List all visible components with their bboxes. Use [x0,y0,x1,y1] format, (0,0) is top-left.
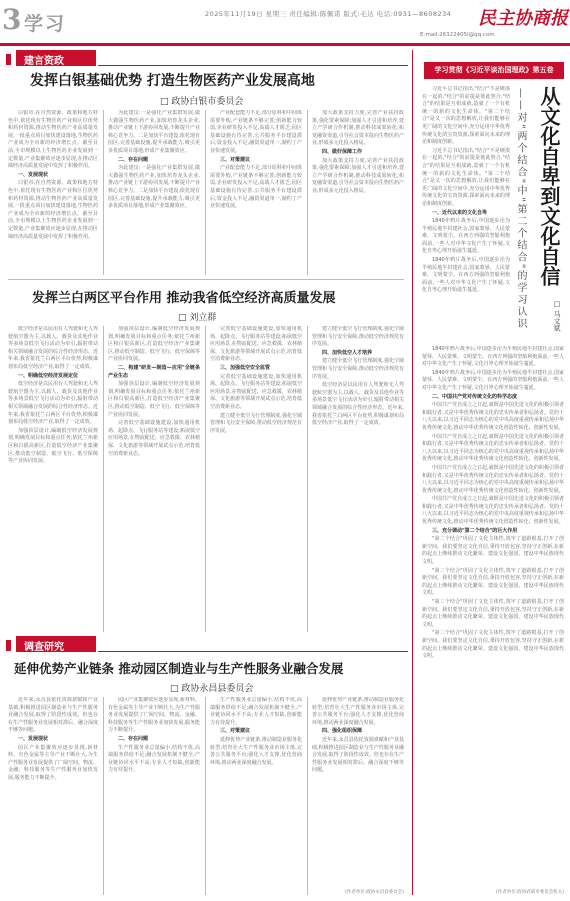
article3-col3-text-cont: 延伸优势产业链条,推动制造业服务化转型;培育壮大生产性服务业市场主体,完善公共服务平台;强化人才支撑,优化营商环境,推动两业深度融合发展。 [210,736,302,766]
sidebar-text-b3: 1840年鸦片战争后,中国逐步沦为半殖民地半封建社会,国家蒙辱、人民蒙难、文明蒙尘。在西方列强的坚船利炮面前,一些人对中华文化产生了怀疑,文化自卑心理开始滋生蔓延。 [422,346,564,368]
column-rule [205,697,206,895]
article2-col4-text: 建立健全低空飞行管理制度,强化空域管理和飞行安全保障,推动低空经济规范有序发展。 [312,326,404,348]
article1-col2-text: 为此建议:一是强化产业集群发展,做大做强生物医药产业,加快培育龙头企业,推动产业链上下游协同发展,不断提升产业核心竞争力。二是加快平台建设,依托现有园区,完善基础设施,提升承载能力,吸引更多优质项目落地,形成产业集聚效应。 [108,110,200,154]
article2-column-3 [210,326,302,632]
column-rule [307,326,308,632]
sidebar-text-d2: "第二个结合"巩固了文化主体性,筑牢了道路根基,打开了创新空间。我们要坚定文化自信,秉持开放包容,坚持守正创新,在新的起点上继续推动文化繁荣、建设文化强国、建设中华民族现代文明。 [422,567,564,597]
sidebar-text-c4: 中国共产党自成立之日起,就既是中国先进文化的积极引领者和践行者,又是中华优秀传统文化的忠实传承者和弘扬者。党的十八大以来,以习近平同志为核心的党中央高度重视传承和弘扬中华优秀传统文化,推动中华优秀传统文化创造性转化、创新性发展。 [422,496,564,526]
sidebar-text-b2: 1840年鸦片战争后,中国逐步沦为半殖民地半封建社会,国家蒙辱、人民蒙难、文明蒙尘。在西方列强的坚船利炮面前,一些人对中华文化产生了怀疑,文化自卑心理开始滋生蔓延。 [422,257,510,294]
sidebar-subhead-1: 一、近代以来的文化自卑 [432,209,488,216]
section-name: 学习 [24,13,67,35]
article3-col3-text: 生产性服务业总量偏小,结构不优,高端服务供给不足;融合发展机制不健全,产业链协同水平不高;专业人才短缺,创新能力有待提升。 [210,697,302,726]
article3-col1-text-cont: 园区产业集聚效应逐步显现,新材料、有色金属等主导产业不断壮大,为生产性服务业发展提供了广阔空间。物流、金融、科技服务等生产性服务业加快发展,服务能力不断提升。 [8,744,98,781]
article1-byline: □ 政协白银市委员会 [160,97,244,107]
article3-col4-text-cont: 近年来,永昌县依托资源禀赋和产业基础,积极推进园区制造业与生产性服务业融合发展,取得了阶段性成效。但也存在生产性服务业发展相对滞后、融合深度不够等问题。 [312,736,404,774]
sidebar-column-1 [422,86,510,341]
paper-email: E-mail:26322405l@qq.com [420,32,495,38]
article2-title: 发挥兰白两区平台作用 推动我省低空经济高质量发展 [32,291,336,306]
section-rule [98,65,408,66]
column-rule [307,110,308,275]
page-meta: 2025年11月19日 星期三 责任编辑:陈佩诺 版式:毛达 电话:0931—8608234 [205,10,452,18]
sidebar-text-c: 中国共产党自成立之日起,就既是中国先进文化的积极引领者和践行者,又是中华优秀传统文化的忠实传承者和弘扬者。党的十八大以来,以习近平同志为核心的党中央高度重视传承和弘扬中华优秀传统文化,推动中华优秀传统文化创造性转化、创新性发展。 [422,402,564,431]
article2-col4-text-cont: 建立健全低空飞行管理制度,强化空域管理和飞行安全保障,推动低空经济规范有序发展。 [312,358,404,380]
article3-column-2 [108,697,200,895]
article1-col1-text-cont: 白银市,在自然资源、政策和地方特色中,依托现有生物医药产业和区位优势和药材资源,推动生物医药产业高质量发展,一批重点项目加快建设落地,生物医药产业成为全市新的经济增长点。截至目前,全市规模以上生物医药企业发展到一定数量,产业集聚效应逐步显现,在推动区域经济高质量发展中发挥了积极作用。 [8,180,98,240]
paper-name-logo: 民主协商报 [478,8,568,29]
sidebar-text-b4: 1840年鸦片战争后,中国逐步沦为半殖民地半封建社会,国家蒙辱、人民蒙难、文明蒙尘。在西方列强的坚船利炮面前,一些人对中华文化产生了怀疑,文化自卑心理开始滋生蔓延。 [422,369,564,391]
article2-col1-text-cont2: 加强顶层设计,编制低空经济发展规划,明确发展目标和重点任务;依托兰州新区和白银高新区,打造低空经济产业集聚区,推动低空制造、低空飞行、低空保障等产业协同发展。 [8,427,98,465]
article2-column-4 [312,326,404,632]
sidebar-text-c3: 中国共产党自成立之日起,就既是中国先进文化的积极引领者和践行者,又是中华优秀传统文化的忠实传承者和弘扬者。党的十八大以来,以习近平同志为核心的党中央高度重视传承和弘扬中华优秀传统文化,推动中华优秀传统文化创造性转化、创新性发展。 [422,464,564,494]
article1-column-1 [8,110,98,275]
article2-col2-text-cont: 加强顶层设计,编制低空经济发展规划,明确发展目标和重点任务;依托兰州新区和白银高新区,打造低空经济产业集聚区,推动低空制造、低空飞行、低空保障等产业协同发展。 [108,381,200,418]
article1-col2-text-cont: 为此建议:一是强化产业集群发展,做大做强生物医药产业,加快培育龙头企业,推动产业链上下游协同发展,不断提升产业核心竞争力。二是加快平台建设,依托现有园区,完善基础设施,提升承载能力,吸引更多优质项目落地,形成产业集聚效应。 [108,165,200,210]
article3-col2-text-cont: 生产性服务业总量偏小,结构不优,高端服务供给不足;融合发展机制不健全,产业链协同水平不高;专业人才短缺,创新能力有待提升。 [108,744,200,774]
masthead [0,0,570,44]
section-label: 调查研究 [16,636,96,652]
sidebar-text-d3: "第二个结合"巩固了文化主体性,筑牢了道路根基,打开了创新空间。我们要坚定文化自信,秉持开放包容,坚持守正创新,在新的起点上继续推动文化繁荣、建设文化强国、建设中华民族现代文明。 [422,599,564,628]
article-divider [8,279,404,280]
article3-col2-subhead: 二、存在问题 [118,735,149,742]
section-rule [98,651,408,652]
article1-col4-text-cont: 加大政策支持力度,完善产业扶持政策,强化要素保障;加强人才引进和培养,建立产学研合作机制,推动科技成果转化;拓宽融资渠道,引导社会资本投向生物医药产业,形成多元化投入格局。 [312,157,404,194]
article3-col3-subhead: 三、对策建议 [220,728,251,735]
article2-col3-text: 完善低空基础设施建设,加快通用机场、起降点、飞行服务站等建设;拓展低空应用场景,在物流配送、应急救援、农林植保、文化旅游等领域开展试点示范,培育低空消费新业态。 [210,326,302,363]
article1-col4-text: 加大政策支持力度,完善产业扶持政策,强化要素保障;加强人才引进和培养,建立产学研合作机制,推动科技成果转化;拓宽融资渠道,引导社会资本投向生物医药产业,形成多元化投入格局。 [312,110,404,147]
sidebar-author: □ 马文斌 [553,300,561,332]
sidebar-subtitle: ——对"两个结合"中"第二个结合"的学习认识 [515,88,526,331]
article1-column-3 [210,110,302,275]
article1-column-2 [108,110,200,275]
section-marker-icon [6,640,11,651]
section-marker-icon [6,54,11,65]
article1-col2-subhead: 二、存在问题 [118,156,149,163]
article3-column-4 [312,697,404,887]
sidebar-text-c2: 中国共产党自成立之日起,就既是中国先进文化的积极引领者和践行者,又是中华优秀传统文化的忠实传承者和弘扬者。党的十八大以来,以习近平同志为核心的党中央高度重视传承和弘扬中华优秀传统文化,推动中华优秀传统文化创造性转化、创新性发展。 [422,433,564,463]
article1-col1-text: 白银市,在自然资源、政策和地方特色中,依托现有生物医药产业和区位优势和药材资源,推动生物医药产业高质量发展,一批重点项目加快建设落地,生物医药产业成为全市新的经济增长点。截至目前,全市规模以上生物医药企业发展到一定数量,产业集聚效应逐步显现,在推动区域经济高质量发展中发挥了积极作用。 [8,110,98,170]
sidebar-text-b: 1840年鸦片战争后,中国逐步沦为半殖民地半封建社会,国家蒙辱、人民蒙难、文明蒙尘。在西方列强的坚船利炮面前,一些人对中华文化产生了怀疑,文化自卑心理开始滋生蔓延。 [422,218,510,255]
section-label: 建言资政 [16,50,96,66]
article2-col3-text-cont2: 建立健全低空飞行管理制度,强化空域管理和飞行安全保障,推动低空经济规范有序发展。 [210,412,302,434]
article3-byline: □ 政协永昌县委员会 [170,684,254,694]
article2-col4-subhead: 四、加快低空人才培养 [322,349,373,356]
column-rule [103,110,104,275]
article3-col1-subhead: 一、发展现状 [18,735,49,742]
article3-column-1 [8,697,98,895]
article2-col3-text-cont: 完善低空基础设施建设,加快通用机场、起降点、飞行服务站等建设;拓展低空应用场景,在物流配送、应急救援、农林植保、文化旅游等领域开展试点示范,培育低空消费新业态。 [210,373,302,410]
column-rule [307,697,308,895]
article2-column-2 [108,326,200,632]
article1-col1-subhead: 一、发展现状 [18,171,49,178]
masthead-rule [0,43,570,46]
article2-col2-text: 加强顶层设计,编制低空经济发展规划,明确发展目标和重点任务;依托兰州新区和白银高新区,打造低空经济产业集聚区,推动低空制造、低空飞行、低空保障等产业协同发展。 [108,326,200,363]
sidebar-subhead-3: 三、充分调动"第二个结合"的巨大作用 [432,527,518,534]
article3-col4-subhead: 四、强化组织保障 [322,728,363,735]
column-rule [205,326,206,632]
article3-footnote: (作者单位:政协永昌县委员会) [344,890,404,895]
article1-title: 发挥白银基础优势 打造生物医药产业发展高地 [30,73,315,89]
column-rule [205,110,206,275]
column-rule [103,697,104,895]
article3-column-3 [210,697,302,895]
sidebar-text-d4: "第二个结合"巩固了文化主体性,筑牢了道路根基,打开了创新空间。我们要坚定文化自信,秉持开放包容,坚持守正创新,在新的起点上继续推动文化繁荣、建设文化强国、建设中华民族现代文明。 [422,630,564,660]
sidebar-divider [412,50,413,895]
article3-title: 延伸优势产业链条 推动园区制造业与生产性服务业融合发展 [14,661,344,676]
article3-col4-text: 延伸优势产业链条,推动制造业服务化转型;培育壮大生产性服务业市场主体,完善公共服务平台;强化人才支撑,优化营商环境,推动两业深度融合发展。 [312,697,404,726]
article1-col3-text-cont: 产业配套能力不足,部分原料和中间体需要外购,产业链条不够完善;创新能力较弱,企业研发投入不足,高端人才匮乏;园区基础设施有待完善,公共服务平台建设滞后;资金投入不足,融资渠道单一,制约了产业快速发展。 [210,165,302,210]
article2-col3-subhead: 三、加强低空安全监管 [220,364,271,371]
page-number: 3 [2,3,22,36]
article1-col3-text: 产业配套能力不足,部分原料和中间体需要外购,产业链条不够完善;创新能力较弱,企业研发投入不足,高端人才匮乏;园区基础设施有待完善,公共服务平台建设滞后;资金投入不足,融资渠道单一,制约了产业快速发展。 [210,110,302,154]
article2-col2-subhead: 二、构建"研发—制造—应用"全链条产业生态 [108,364,200,379]
article2-col1-text-cont: 低空经济是以民用有人驾驶和无人驾驶航空器为主,以载人、载货及其他作业等多场景低空飞行活动为牵引,辐射带动相关领域融合发展的综合性经济形态。近年来,我省依托兰白两区平台优势,积极谋划布局低空经济产业,取得了一定成效。 [8,381,98,426]
article2-col4-text-cont2: 低空经济是以民用有人驾驶和无人驾驶航空器为主,以载人、载货及其他作业等多场景低空飞行活动为牵引,辐射带动相关领域融合发展的综合性经济形态。近年来,我省依托兰白两区平台优势,积极谋划布局低空经济产业,取得了一定成效。 [312,382,404,427]
article1-column-4 [312,110,404,275]
article1-col4-subhead: 四、做好保障工作 [322,148,363,155]
sidebar-subhead-2: 二、中国共产党对传统文化的科学态度 [432,393,518,400]
sidebar-title: 从文化自卑到文化自信 [537,86,561,286]
article2-column-1 [8,326,98,632]
article3-col1-text: 近年来,永昌县依托资源禀赋和产业基础,积极推进园区制造业与生产性服务业融合发展,取得了阶段性成效。但也存在生产性服务业发展相对滞后、融合深度不够等问题。 [8,697,98,734]
sidebar-text-a2: 习近平总书记指出,"结合"不是硬凑在一起的,"结合"的前提是彼此契合,"结合"的结果是互相成就,造就了一个有机统一的新的文化生命体。"第二个结合"是又一次的思想解放,让我们能够在更广阔的文化空间中,充分运用中华优秀传统文化的宝贵资源,探索面向未来的理论和制度创新。 [422,147,510,207]
sidebar-banner: 学习贯彻《习近平谈治国理政》第五卷 [424,62,564,79]
article1-col3-subhead: 三、对策建议 [220,156,251,163]
sidebar-column-2 [422,346,564,886]
article2-col1-text: 低空经济是以民用有人驾驶和无人驾驶航空器为主,以载人、载货及其他作业等多场景低空飞行活动为牵引,辐射带动相关领域融合发展的综合性经济形态。近年来,我省依托兰白两区平台优势,积极谋划布局低空经济产业,取得了一定成效。 [8,326,98,370]
sidebar-footnote: (作者单位:政协武威市委员会机关) [495,890,564,895]
sidebar-text-a: 习近平总书记指出,"结合"不是硬凑在一起的,"结合"的前提是彼此契合,"结合"的结果是互相成就,造就了一个有机统一的新的文化生命体。"第二个结合"是又一次的思想解放,让我们能够在更广阔的文化空间中,充分运用中华优秀传统文化的宝贵资源,探索面向未来的理论和制度创新。 [422,86,510,146]
article2-byline: □ 刘立群 [178,313,217,323]
article2-col1-subhead: 一、明确低空经济发展定位 [18,372,79,379]
column-rule [103,326,104,632]
article3-col2-text: 园区产业集聚效应逐步显现,新材料、有色金属等主导产业不断壮大,为生产性服务业发展提供了广阔空间。物流、金融、科技服务等生产性服务业加快发展,服务能力不断提升。 [108,697,200,734]
sidebar-text-d: "第二个结合"巩固了文化主体性,筑牢了道路根基,打开了创新空间。我们要坚定文化自信,秉持开放包容,坚持守正创新,在新的起点上继续推动文化繁荣、建设文化强国、建设中华民族现代文明。 [422,536,564,566]
article2-col2-text-cont2: 完善低空基础设施建设,加快通用机场、起降点、飞行服务站等建设;拓展低空应用场景,在物流配送、应急救援、农林植保、文化旅游等领域开展试点示范,培育低空消费新业态。 [108,420,200,457]
